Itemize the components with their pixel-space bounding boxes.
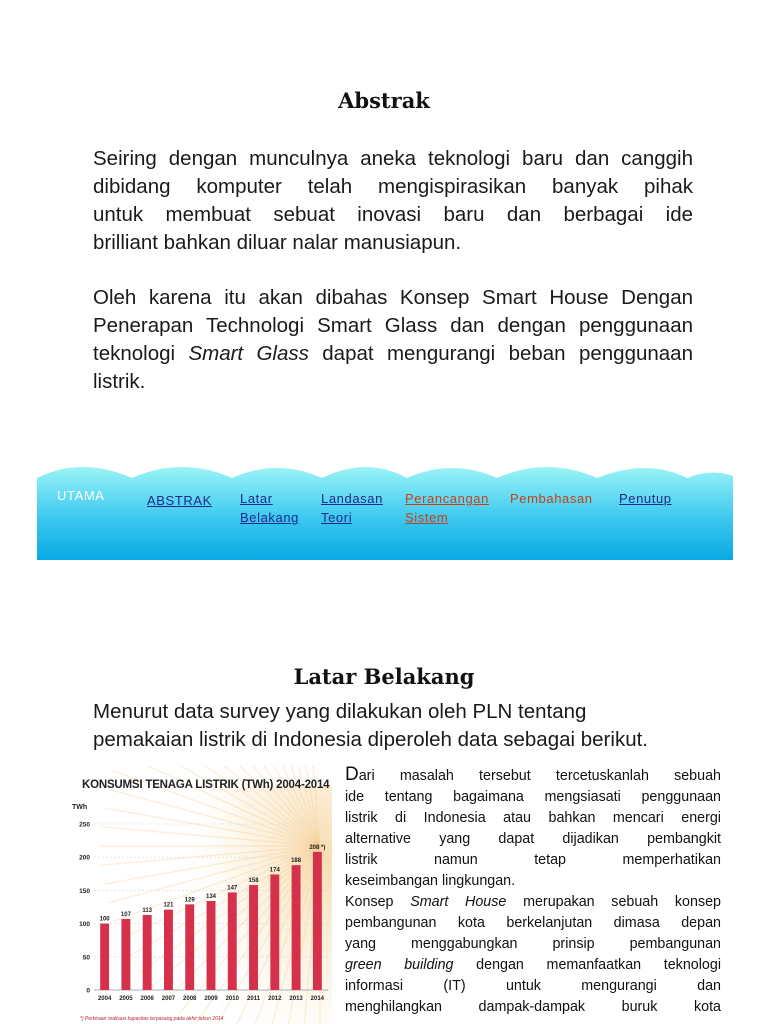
chart-bar: [313, 852, 322, 990]
nav-landasan-teori-line1: Landasan: [321, 491, 383, 506]
nav-perancangan-sistem-line1: Perancangan: [405, 491, 489, 506]
latar-right-column: [345, 764, 721, 1018]
right-col-line: keseimbangan lingkungan.: [345, 873, 516, 889]
chart-value-label: 107: [120, 911, 131, 918]
right-col-line: menghilangkan dampak-dampak buruk kota: [345, 999, 721, 1015]
chart-value-label: 174: [269, 867, 280, 874]
right-col-text: ari masalah tersebut tercetuskanlah sebuah: [358, 768, 721, 784]
chart-bar: [143, 915, 152, 990]
nav-latar-belakang-line1: Latar: [240, 491, 273, 506]
smart-house-emphasis: Smart House: [410, 894, 507, 910]
chart-x-tick-label: 2007: [161, 996, 176, 1002]
abstrak-paragraph-1: [93, 145, 693, 257]
chart-value-label: 121: [163, 902, 174, 909]
navigation-bar: [37, 456, 733, 560]
chart-bar: [207, 901, 216, 990]
right-col-line: alternative yang dapat dijadikan pembangkit: [345, 831, 721, 847]
chart-x-tick-label: 2012: [268, 996, 282, 1002]
right-col-line: ide tentang bagaimana mengsiasati penggunaan: [345, 789, 721, 805]
right-col-line: listrik di Indonesia atau bahkan mencari energi: [345, 810, 721, 826]
latar-belakang-title: Latar Belakang: [293, 664, 475, 689]
latar-intro-paragraph: [93, 698, 693, 754]
abstrak-p2-text: teknologi: [93, 342, 189, 365]
right-col-line: listrik namun tetap memperhatikan: [345, 852, 721, 868]
abstrak-p2-line: listrik.: [93, 370, 146, 393]
nav-landasan-teori-line2: Teori: [321, 510, 353, 525]
chart-bar: [164, 910, 173, 990]
chart-x-tick-label: 2009: [204, 996, 218, 1002]
abstrak-p2-line: Oleh karena itu akan dibahas Konsep Smart House Dengan: [93, 286, 693, 309]
abstrak-p2-line: [93, 340, 693, 368]
smart-glass-emphasis: Smart Glass: [188, 342, 309, 365]
right-col-line: [345, 955, 721, 976]
latar-intro-line: Menurut data survey yang dilakukan oleh PLN tentang: [93, 700, 587, 723]
nav-latar-belakang[interactable]: [240, 489, 299, 527]
nav-utama[interactable]: UTAMA: [57, 488, 105, 503]
abstrak-p2-line: Penerapan Technologi Smart Glass dan dengan penggunaan: [93, 314, 693, 337]
right-col-text: dengan memanfaatkan teknologi: [453, 957, 721, 973]
chart-y-tick-label: 150: [79, 887, 90, 895]
right-col-text: merupakan sebuah konsep: [506, 894, 722, 910]
right-col-line: informasi (IT) untuk mengurangi dan: [345, 978, 721, 994]
chart-bar: [185, 904, 194, 990]
chart-x-tick-label: 2014: [310, 996, 325, 1002]
chart-y-tick-label: 250: [79, 821, 90, 829]
right-col-line: [345, 764, 721, 787]
right-col-line: yang menggabungkan prinsip pembangunan: [345, 936, 721, 952]
abstrak-p1-line: dibidang komputer telah mengispirasikan banyak pihak: [93, 175, 693, 198]
chart-y-tick-label: 50: [82, 954, 90, 962]
chart-value-label: 113: [142, 907, 153, 914]
chart-bar: [249, 885, 258, 990]
green-building-emphasis: green building: [345, 957, 454, 973]
chart-footnote: *) Perkiraan realisasi kapasitas terpasang pada akhir tahun 2014: [80, 1016, 224, 1022]
chart-x-tick-label: 2010: [225, 996, 239, 1002]
chart-value-label: 188: [291, 858, 302, 865]
chart-x-tick-label: 2004: [97, 996, 112, 1002]
drop-cap: D: [345, 764, 359, 785]
chart-bar: [121, 919, 130, 990]
nav-pembahasan[interactable]: Pembahasan: [510, 491, 593, 506]
chart-x-tick-label: 2005: [119, 996, 133, 1002]
chart-value-label: 100: [99, 916, 110, 923]
latar-intro-line: pemakaian listrik di Indonesia diperoleh data sebagai berikut.: [93, 728, 648, 751]
nav-perancangan-sistem-line2: Sistem: [405, 510, 449, 525]
chart-y-axis-label: TWh: [72, 804, 88, 811]
nav-perancangan-sistem[interactable]: [405, 489, 489, 527]
chart-value-label: 129: [184, 897, 195, 904]
right-col-line: pembangunan kota berkelanjutan dimasa depan: [345, 915, 721, 931]
abstrak-p1-line: Seiring dengan munculnya aneka teknologi baru dan canggih: [93, 147, 693, 170]
nav-landasan-teori[interactable]: [321, 489, 383, 527]
chart-bar: [100, 924, 109, 990]
chart-y-tick-label: 200: [79, 854, 90, 862]
abstrak-paragraph-2: [93, 284, 693, 396]
abstrak-p1-line: untuk membuat sebuat inovasi baru dan berbagai ide: [93, 203, 693, 226]
chart-value-label: 158: [248, 878, 259, 885]
chart-x-tick-label: 2011: [247, 996, 261, 1002]
abstrak-title: Abstrak: [338, 88, 430, 113]
chart-x-tick-label: 2013: [289, 996, 303, 1002]
chart-bar: [228, 892, 237, 990]
chart-value-label: 208 *): [309, 844, 326, 851]
abstrak-p1-line: brilliant bahkan diluar nalar manusiapun.: [93, 231, 462, 254]
nav-wave-background: [37, 456, 733, 560]
chart-bar: [292, 865, 301, 990]
chart-value-label: 134: [205, 894, 217, 901]
chart-y-tick-label: 0: [86, 987, 90, 995]
chart-title: KONSUMSI TENAGA LISTRIK (TWh) 2004-2014: [82, 779, 330, 791]
chart-x-tick-label: 2008: [183, 996, 197, 1002]
right-col-line: [345, 892, 721, 913]
right-col-text: Konsep: [345, 894, 411, 910]
chart-x-tick-label: 2006: [140, 996, 154, 1002]
chart-value-label: 147: [227, 885, 238, 892]
abstrak-p2-text: dapat mengurangi beban penggunaan: [308, 342, 693, 365]
nav-abstrak[interactable]: ABSTRAK: [147, 493, 212, 508]
chart-bar: [270, 874, 279, 990]
nav-latar-belakang-line2: Belakang: [240, 510, 300, 525]
nav-penutup[interactable]: Penutup: [619, 491, 672, 506]
chart-y-tick-label: 100: [79, 921, 90, 929]
consumption-chart: [70, 766, 332, 1024]
